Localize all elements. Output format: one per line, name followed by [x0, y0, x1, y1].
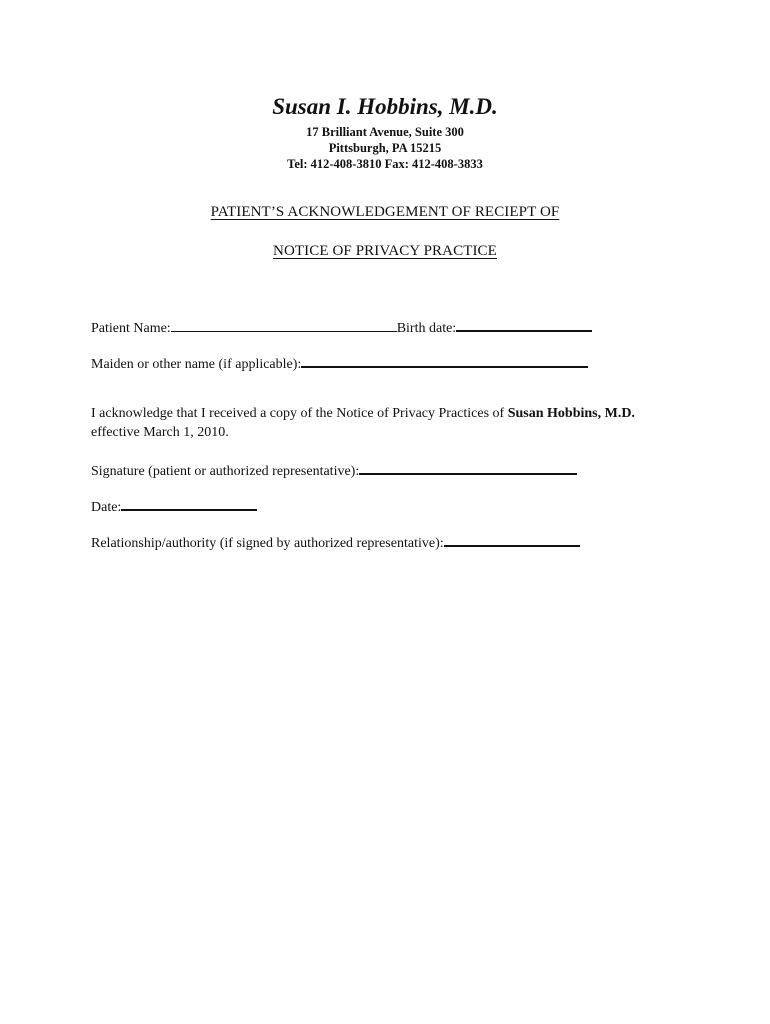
- phone-fax: Tel: 412-408-3810 Fax: 412-408-3833: [287, 157, 483, 171]
- address-line-2: Pittsburgh, PA 15215: [328, 141, 442, 155]
- acknowledgement-paragraph: [91, 404, 691, 442]
- signature-row: [91, 459, 577, 481]
- signature-field[interactable]: [359, 459, 577, 475]
- relationship-field[interactable]: [444, 531, 580, 547]
- relationship-row: [91, 531, 580, 553]
- ack-text: I acknowledge that I received a copy of the Notice of Privacy Practices of: [91, 406, 508, 421]
- address-line-1: 17 Brilliant Avenue, Suite 300: [306, 125, 464, 139]
- birth-date-field[interactable]: [456, 316, 592, 332]
- birth-date-label: Birth date:: [396, 321, 457, 336]
- document-title-line-1: [0, 204, 770, 221]
- date-label: Date:: [91, 500, 122, 515]
- letterhead: [0, 92, 770, 172]
- maiden-name-field[interactable]: [301, 352, 588, 368]
- date-field[interactable]: [121, 495, 257, 511]
- ack-effective-date: effective March 1, 2010.: [91, 425, 229, 440]
- doctor-name: Susan I. Hobbins, M.D.: [272, 94, 498, 119]
- document-title-line-2: [0, 243, 770, 260]
- date-row: [91, 495, 257, 517]
- patient-name-label: Patient Name:: [91, 321, 171, 336]
- patient-name-field[interactable]: [171, 317, 397, 332]
- relationship-label: Relationship/authority (if signed by authorized representative):: [91, 536, 444, 551]
- maiden-name-label: Maiden or other name (if applicable):: [91, 357, 302, 372]
- signature-label: Signature (patient or authorized representative):: [91, 464, 360, 479]
- maiden-name-row: [91, 352, 588, 374]
- title-text-2: NOTICE OF PRIVACY PRACTICE: [273, 243, 497, 259]
- patient-name-row: [91, 316, 592, 338]
- title-text-1: PATIENT’S ACKNOWLEDGEMENT OF RECIEPT OF: [210, 204, 560, 220]
- ack-doctor-name: Susan Hobbins, M.D.: [507, 406, 635, 421]
